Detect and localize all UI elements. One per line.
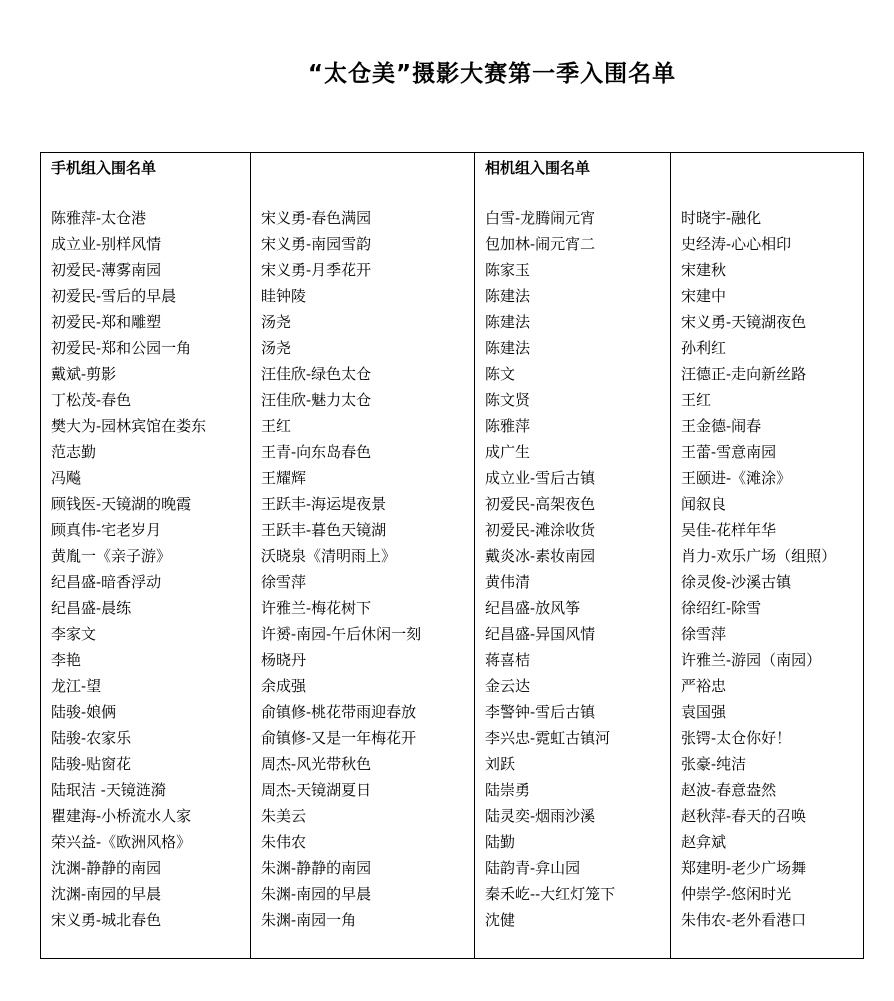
list-item: 陈建法 <box>485 339 531 357</box>
column-header-empty <box>261 153 474 205</box>
list-item: 王蕾-雪意南园 <box>681 443 777 461</box>
list-item: 顾钱医-天镜湖的晚霞 <box>51 495 192 513</box>
list-item: 陈雅萍-太仓港 <box>51 209 147 227</box>
list-item: 成立业-雪后古镇 <box>485 469 596 487</box>
list-item: 王跃丰-海运堤夜景 <box>261 495 387 513</box>
list-item: 宋义勇-城北春色 <box>51 911 162 929</box>
list-item: 俞镇修-又是一年梅花开 <box>261 729 417 747</box>
list-item: 汪德正-走向新丝路 <box>681 365 807 383</box>
list-item: 顾真伟-宅老岁月 <box>51 521 162 539</box>
camera-group-column-2 <box>671 153 863 958</box>
list-item: 金云达 <box>485 677 531 695</box>
list-item: 陆崇勇 <box>485 781 531 799</box>
list-item: 孙利红 <box>681 339 727 357</box>
list-item: 黄胤一《亲子游》 <box>51 547 172 565</box>
list-item: 刘跃 <box>485 755 516 773</box>
list-item: 朱渊-南园的早晨 <box>261 885 372 903</box>
list-item: 时晓宇-融化 <box>681 209 762 227</box>
camera-group-header: 相机组入围名单 <box>485 159 591 177</box>
entry-list <box>485 205 670 933</box>
list-item: 樊大为-园林宾馆在娄东 <box>51 417 207 435</box>
list-item: 闻叙良 <box>681 495 727 513</box>
list-item: 陈文贤 <box>485 391 531 409</box>
list-item: 杨晓丹 <box>261 651 307 669</box>
list-item: 俞镇修-桃花带雨迎春放 <box>261 703 417 721</box>
list-item: 陆勤 <box>485 833 516 851</box>
list-item: 周杰-风光带秋色 <box>261 755 372 773</box>
list-item: 初爱民-郑和公园一角 <box>51 339 192 357</box>
list-item: 初爱民-郑和雕塑 <box>51 313 162 331</box>
list-item: 宋义勇-月季花开 <box>261 261 372 279</box>
list-item: 赵秋萍-春天的召唤 <box>681 807 807 825</box>
list-item: 朱渊-静静的南园 <box>261 859 372 877</box>
list-item: 沈渊-静静的南园 <box>51 859 162 877</box>
list-item: 郑建明-老少广场舞 <box>681 859 807 877</box>
list-item: 王红 <box>681 391 712 409</box>
list-item: 朱美云 <box>261 807 307 825</box>
list-item: 汤尧 <box>261 339 292 357</box>
list-item: 徐雪萍 <box>681 625 727 643</box>
list-item: 戴斌-剪影 <box>51 365 117 383</box>
list-item: 史经涛-心心相印 <box>681 235 792 253</box>
phone-group-column-1 <box>41 153 251 958</box>
list-item: 沈健 <box>485 911 516 929</box>
list-item: 陆韵青-弇山园 <box>485 859 581 877</box>
list-item: 王红 <box>261 417 292 435</box>
phone-group-column-2 <box>251 153 475 958</box>
list-item: 徐雪萍 <box>261 573 307 591</box>
list-item: 肖力-欢乐广场（组照） <box>681 547 837 565</box>
list-item: 陆骏-贴窗花 <box>51 755 132 773</box>
list-item: 李家文 <box>51 625 97 643</box>
list-item: 陈家玉 <box>485 261 531 279</box>
list-item: 王跃丰-暮色天镜湖 <box>261 521 387 539</box>
list-item: 陈文 <box>485 365 516 383</box>
column-header-empty <box>681 153 863 205</box>
list-item: 陆骏-农家乐 <box>51 729 132 747</box>
list-item: 宋义勇-天镜湖夜色 <box>681 313 807 331</box>
list-item: 初爱民-薄雾南园 <box>51 261 162 279</box>
list-item: 蒋喜桔 <box>485 651 531 669</box>
entry-list <box>681 205 863 933</box>
list-item: 李警钟-雪后古镇 <box>485 703 596 721</box>
list-item: 丁松茂-春色 <box>51 391 132 409</box>
list-item: 范志勤 <box>51 443 97 461</box>
list-item: 陆灵奕-烟雨沙溪 <box>485 807 596 825</box>
list-item: 成广生 <box>485 443 531 461</box>
list-item: 初爱民-雪后的早晨 <box>51 287 177 305</box>
list-item: 陈建法 <box>485 287 531 305</box>
page-title: “太仓美”摄影大赛第一季入围名单 <box>307 61 677 87</box>
list-item: 纪昌盛-异国风情 <box>485 625 596 643</box>
list-item: 陈雅萍 <box>485 417 531 435</box>
list-item: 许雅兰-梅花树下 <box>261 599 372 617</box>
list-item: 汪佳欣-绿色太仓 <box>261 365 372 383</box>
camera-group-column-1 <box>475 153 671 958</box>
list-item: 宋义勇-南园雪韵 <box>261 235 372 253</box>
list-item: 徐绍红-除雪 <box>681 599 762 617</box>
list-item: 冯飚 <box>51 469 82 487</box>
list-item: 李兴忠-霓虹古镇河 <box>485 729 611 747</box>
list-item: 宋义勇-春色满园 <box>261 209 372 227</box>
list-item: 张豪-纯洁 <box>681 755 747 773</box>
list-item: 许赟-南园-午后休闲一刻 <box>261 625 422 643</box>
list-item: 王耀辉 <box>261 469 307 487</box>
list-item: 袁国强 <box>681 703 727 721</box>
list-item: 瞿建海-小桥流水人家 <box>51 807 192 825</box>
list-item: 纪昌盛-晨练 <box>51 599 132 617</box>
entry-list <box>261 205 474 933</box>
list-item: 眭钟陵 <box>261 287 307 305</box>
list-item: 朱伟农 <box>261 833 307 851</box>
list-item: 陈建法 <box>485 313 531 331</box>
list-item: 包加林-闹元宵二 <box>485 235 596 253</box>
list-item: 初爱民-滩涂收货 <box>485 521 596 539</box>
list-item: 纪昌盛-暗香浮动 <box>51 573 162 591</box>
list-item: 龙江-望 <box>51 677 102 695</box>
nominee-table <box>40 152 864 959</box>
list-item: 沃晓泉《清明雨上》 <box>261 547 397 565</box>
list-item: 宋建秋 <box>681 261 727 279</box>
list-item: 周杰-天镜湖夏日 <box>261 781 372 799</box>
list-item: 余成强 <box>261 677 307 695</box>
list-item: 陆骏-娘俩 <box>51 703 117 721</box>
list-item: 徐灵俊-沙溪古镇 <box>681 573 792 591</box>
list-item: 戴炎冰-素妆南园 <box>485 547 596 565</box>
list-item: 白雪-龙腾闹元宵 <box>485 209 596 227</box>
list-item: 张锷-太仓你好！ <box>681 729 792 747</box>
list-item: 黄伟清 <box>485 573 531 591</box>
list-item: 王金德-闹春 <box>681 417 762 435</box>
list-item: 王青-向东岛春色 <box>261 443 372 461</box>
list-item: 仲崇学-悠闲时光 <box>681 885 792 903</box>
list-item: 许雅兰-游园（南园） <box>681 651 822 669</box>
list-item: 朱渊-南园一角 <box>261 911 357 929</box>
list-item: 纪昌盛-放风筝 <box>485 599 581 617</box>
list-item: 吴佳-花样年华 <box>681 521 777 539</box>
phone-group-header: 手机组入围名单 <box>51 159 157 177</box>
list-item: 汪佳欣-魅力太仓 <box>261 391 372 409</box>
list-item: 秦禾屹--大红灯笼下 <box>485 885 616 903</box>
list-item: 沈渊-南园的早晨 <box>51 885 162 903</box>
list-item: 荣兴益-《欧洲风格》 <box>51 833 192 851</box>
list-item: 初爱民-高架夜色 <box>485 495 596 513</box>
list-item: 成立业-别样风情 <box>51 235 162 253</box>
list-item: 李艳 <box>51 651 82 669</box>
list-item: 宋建中 <box>681 287 727 305</box>
list-item: 严裕忠 <box>681 677 727 695</box>
list-item: 王颐进-《滩涂》 <box>681 469 792 487</box>
list-item: 汤尧 <box>261 313 292 331</box>
list-item: 朱伟农-老外看港口 <box>681 911 807 929</box>
entry-list <box>51 205 250 933</box>
list-item: 赵波-春意盎然 <box>681 781 777 799</box>
list-item: 赵弇斌 <box>681 833 727 851</box>
list-item: 陆珉洁 -天镜涟漪 <box>51 781 166 799</box>
